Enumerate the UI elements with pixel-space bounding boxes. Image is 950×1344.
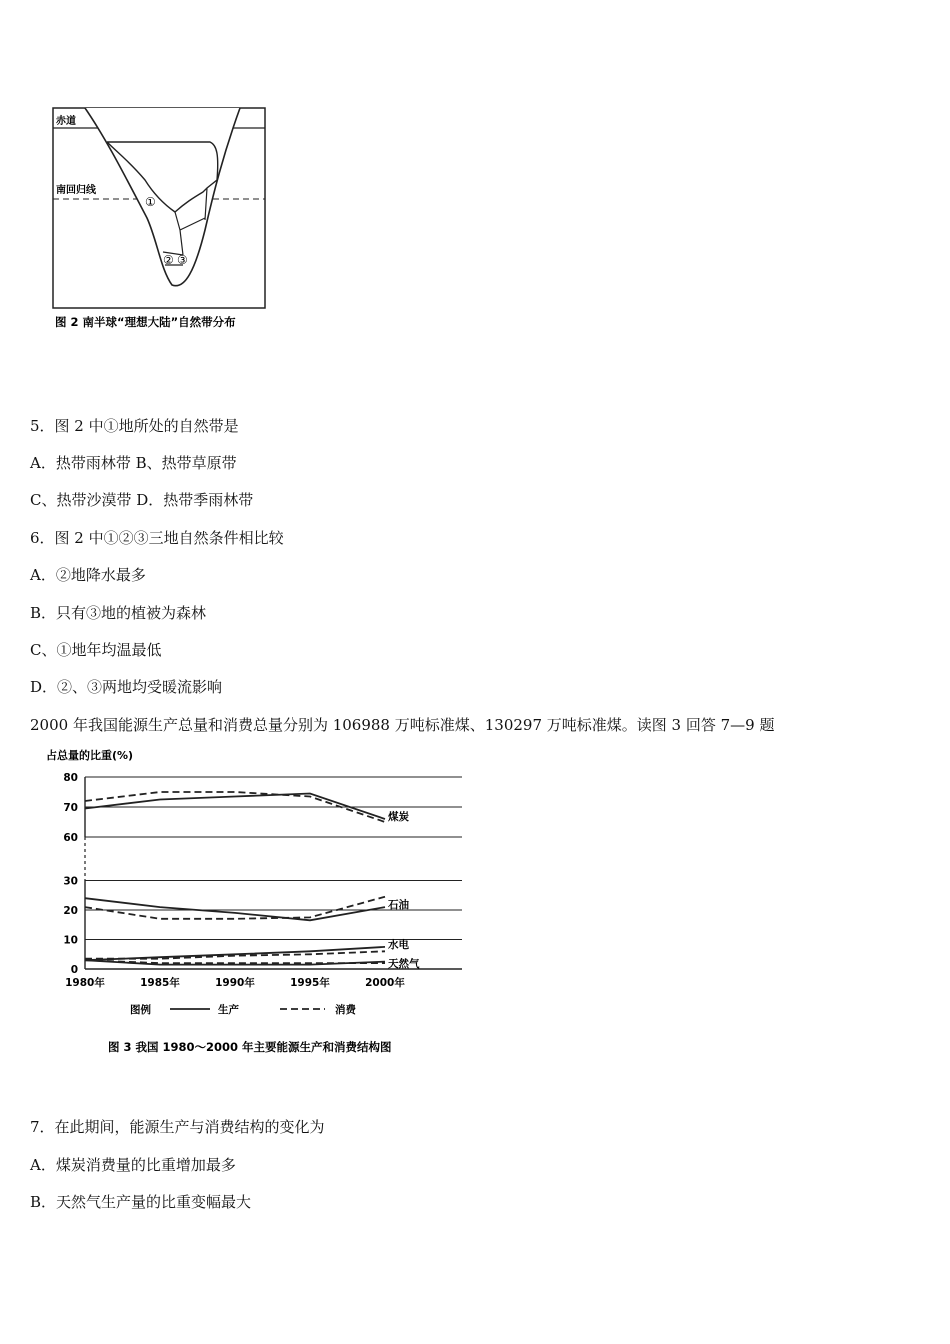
x-tick-0: 1980年 bbox=[65, 977, 105, 989]
legend-title: 图例 bbox=[130, 1004, 151, 1016]
tropic-label: 南回归线 bbox=[56, 185, 96, 196]
figure-2-ideal-continent bbox=[45, 100, 275, 335]
y-axis-label: 占总量的比重(%) bbox=[46, 749, 134, 762]
q6-option-b: B．只有③地的植被为森林 bbox=[30, 604, 207, 622]
legend-consumption-label: 消费 bbox=[335, 1004, 356, 1016]
y-tick-70: 70 bbox=[63, 802, 78, 814]
intro-text: 2000 年我国能源生产总量和消费总量分别为 106988 万吨标准煤、130297 万吨标准煤。读图 3 回答 7—9 题 bbox=[30, 716, 775, 734]
q6-option-c: C、①地年均温最低 bbox=[30, 641, 162, 659]
series-line-7 bbox=[85, 960, 385, 963]
equator-label: 赤道 bbox=[56, 116, 76, 127]
series-label-3: 天然气 bbox=[388, 958, 420, 971]
y-tick-80: 80 bbox=[63, 772, 78, 784]
x-tick-2: 1990年 bbox=[215, 977, 255, 989]
figure-3-caption: 图 3 我国 1980～2000 年主要能源生产和消费结构图 bbox=[108, 1040, 392, 1054]
marker-2: ② bbox=[163, 253, 174, 267]
x-tick-4: 2000年 bbox=[365, 977, 405, 989]
q7-stem: 7．在此期间，能源生产与消费结构的变化为 bbox=[30, 1118, 325, 1136]
y-tick-20: 20 bbox=[63, 905, 78, 917]
series-label-1: 石油 bbox=[388, 899, 409, 912]
q7-option-b: B．天然气生产量的比重变幅最大 bbox=[30, 1193, 252, 1211]
marker-3: ③ bbox=[177, 253, 188, 267]
q5-option-ab: A．热带雨林带 B、热带草原带 bbox=[30, 454, 237, 472]
legend bbox=[130, 1003, 356, 1016]
q5-stem: 5．图 2 中①地所处的自然带是 bbox=[30, 417, 239, 435]
y-tick-0: 0 bbox=[70, 964, 78, 976]
y-tick-10: 10 bbox=[63, 934, 78, 947]
marker-1: ① bbox=[145, 195, 156, 209]
q7-option-a: A．煤炭消费量的比重增加最多 bbox=[30, 1156, 236, 1174]
q5-option-cd: C、热带沙漠带 D．热带季雨林带 bbox=[30, 491, 254, 509]
q6-option-a: A．②地降水最多 bbox=[30, 566, 146, 584]
figure-3-energy-chart bbox=[30, 745, 480, 1060]
y-tick-30: 30 bbox=[63, 875, 78, 888]
q6-stem: 6．图 2 中①②③三地自然条件相比较 bbox=[30, 529, 284, 547]
q6-option-d: D．②、③两地均受暖流影响 bbox=[30, 678, 223, 696]
series-label-0: 煤炭 bbox=[388, 811, 409, 823]
y-tick-60: 60 bbox=[63, 832, 78, 844]
figure-2-caption: 图 2 南半球“理想大陆”自然带分布 bbox=[55, 315, 236, 329]
series-label-2: 水电 bbox=[388, 938, 409, 951]
x-tick-1: 1985年 bbox=[140, 977, 180, 989]
x-tick-3: 1995年 bbox=[290, 977, 330, 989]
legend-production-label: 生产 bbox=[218, 1004, 239, 1016]
